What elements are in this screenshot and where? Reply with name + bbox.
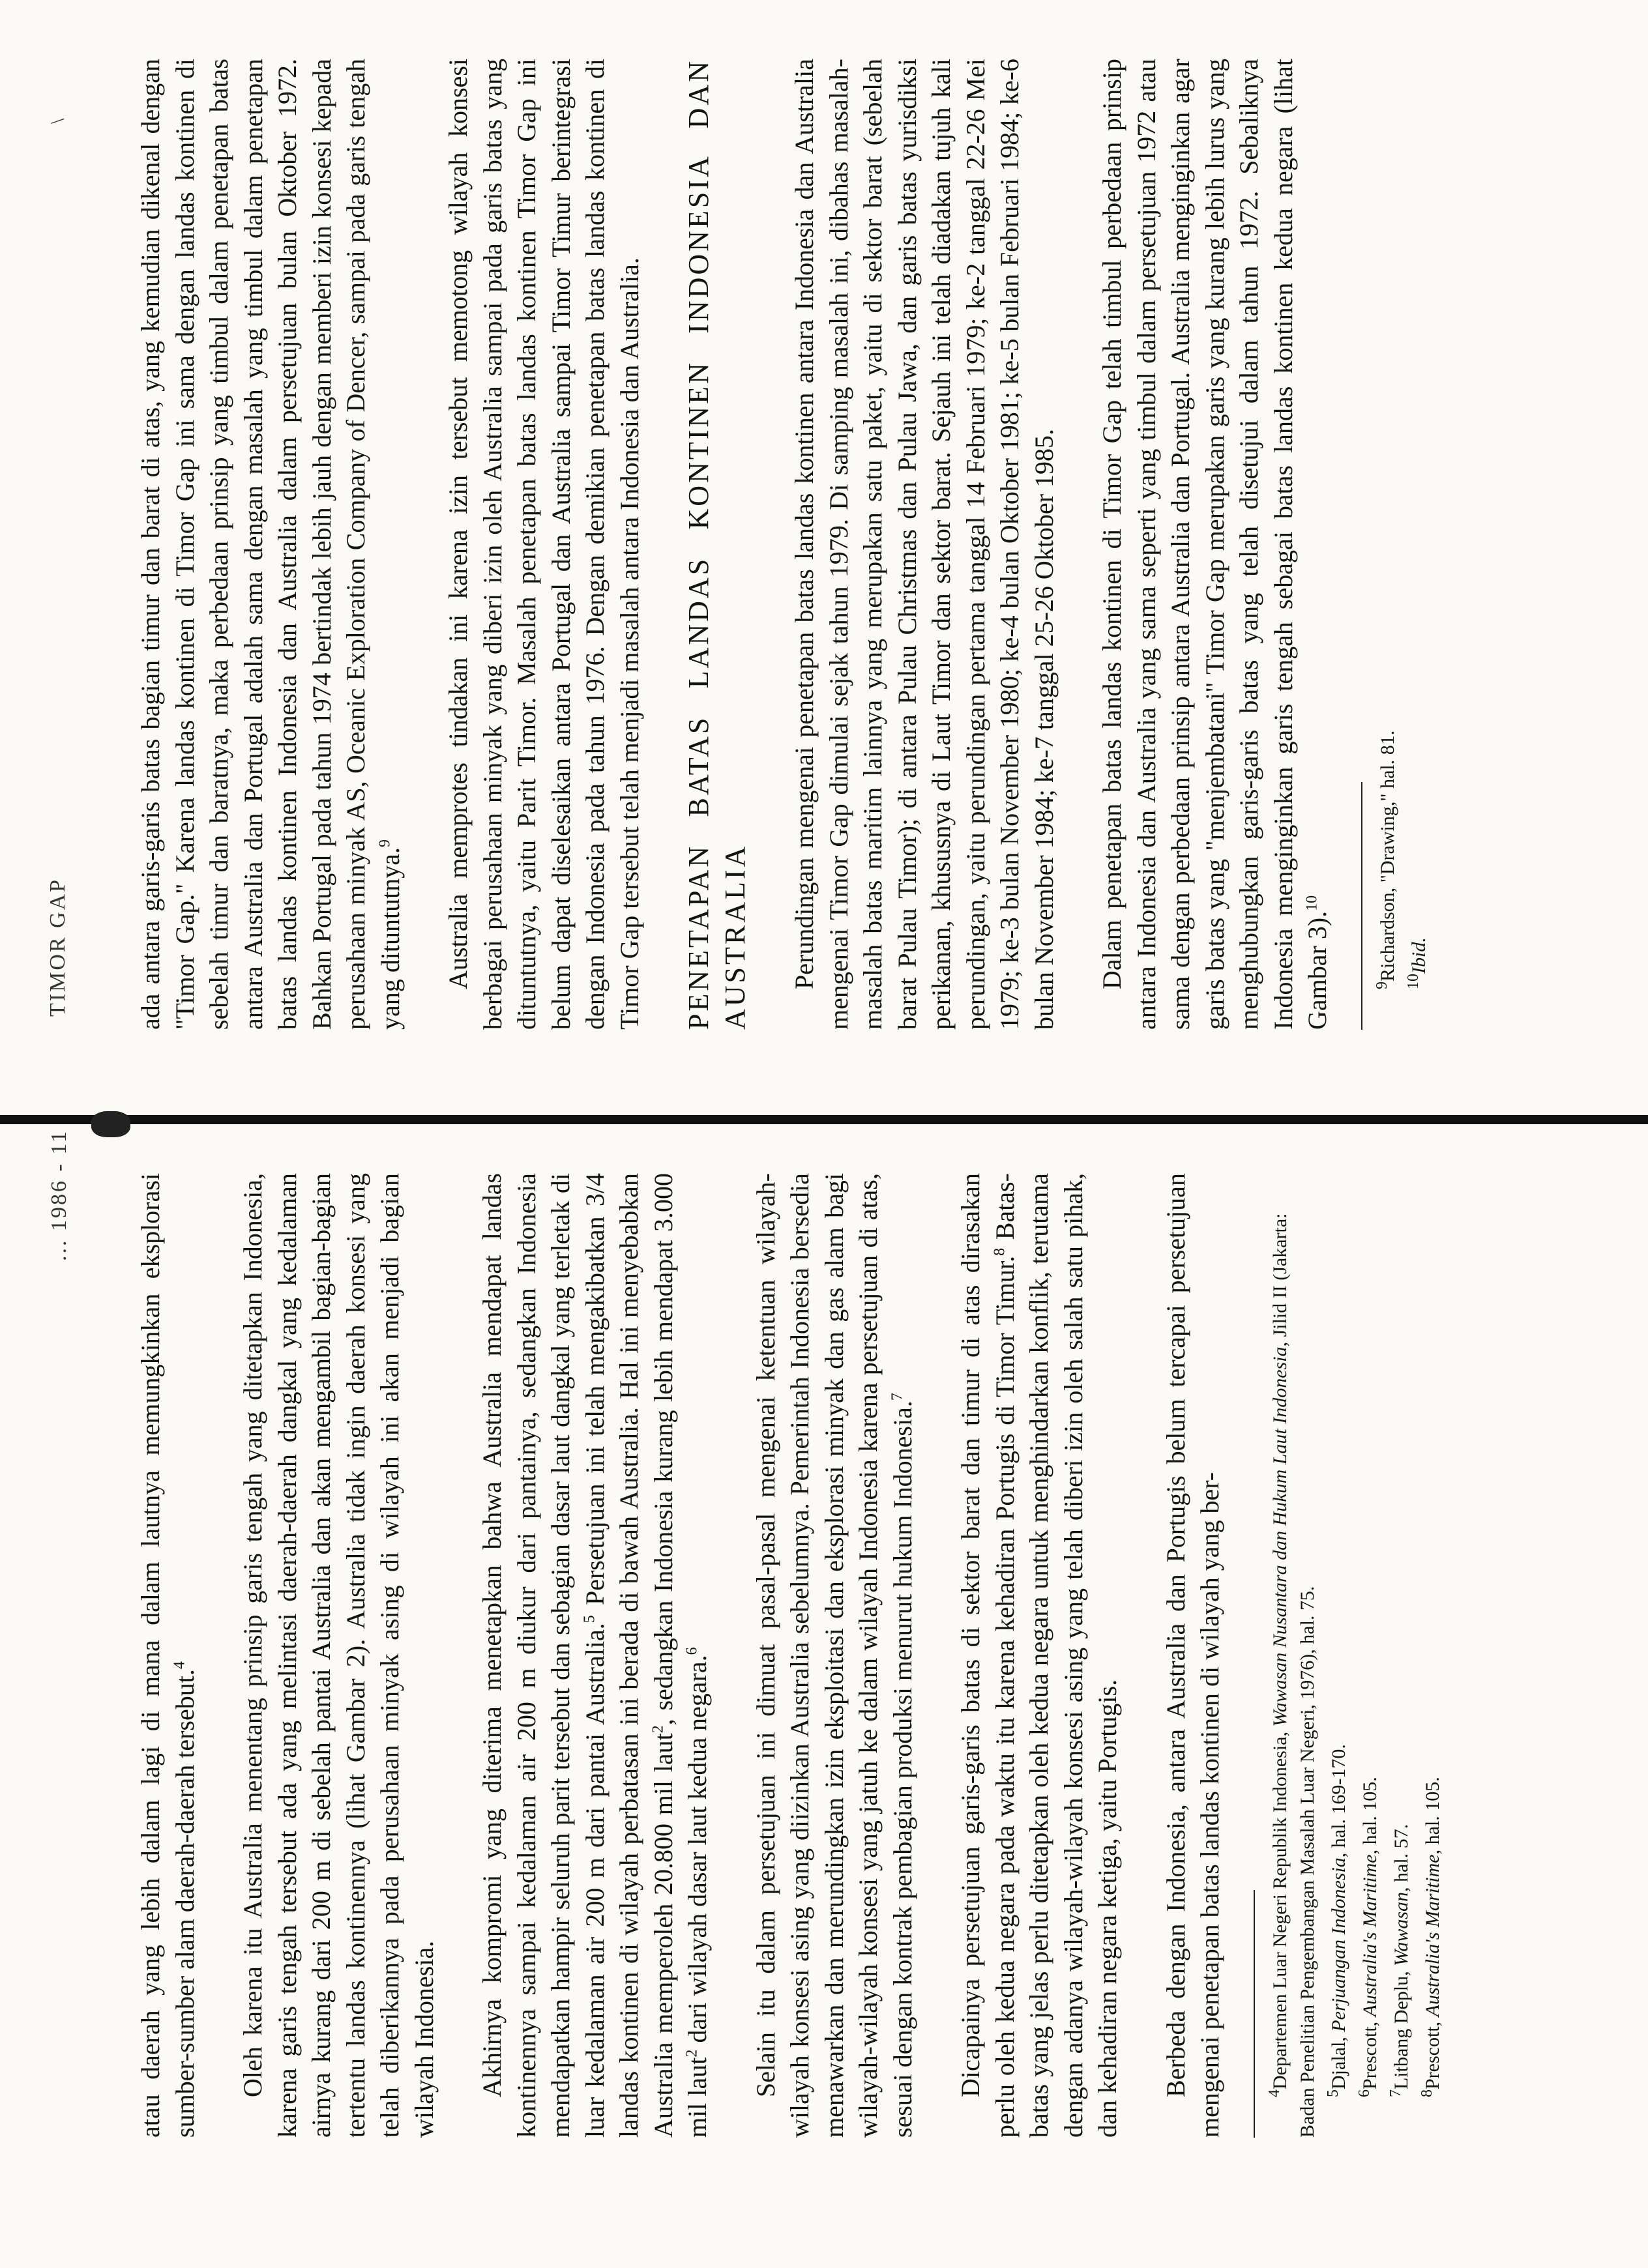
paragraph: Akhirnya kompromi yang diterima menetapkan bahwa Australia mendapat landas kontinennya sampai kedalaman air 200 m diukur dari pantainya, sedangkan Indonesia mendapatkan hampir seluruh parit tersebut dan sebagian dasar laut dangkal yang terletak di luar kedalaman air 200 m dari pantai Australia.$^5$ Persetujuan ini telah mengakibatkan 3/4 landas kontinen di wilayah perbatasan ini berada di bawah Australia. Hal ini menyebabkan Australia memperoleh 20.800 mil laut$^2$, sedangkan Indonesia kurang lebih mendapat 3.000 mil laut$^2$ dari wilayah dasar laut kedua negara.$^6$ [477,1173,712,2138]
paragraph: ada antara garis-garis batas bagian timur dan barat di atas, yang kemudian dikenal dengan "Timor Gap." Karena landas kontinen di Timor Gap ini sama dengan landas kontinen di sebelah timur dan baratnya, maka perbedaan prinsip yang timbul dalam penetapan batas antara Australia dan Portugal adalah sama dengan masalah yang timbul dalam penetapan batas landas kontinen Indonesia dan Australia dalam persetujuan bulan Oktober 1972. Bahkan Portugal pada tahun 1974 bertindak lebih jauh dengan memberi izin konsesi kepada perusahaan minyak AS, Oceanic Exploration Company of Dencer, sampai pada garis tengah yang dituntutnya.$^9$ [136,59,405,1030]
paragraph: Berbeda dengan Indonesia, antara Australia dan Portugis belum tercapai persetujuan mengenai penetapan batas landas kontinen di wilayah yang ber- [1160,1173,1224,2138]
footnote: $^4$Departemen Luar Negeri Republik Indonesia, Wawasan Nusantara dan Hukum Laut Indonesia, Jilid II (Jakarta: Badan Penelitian Pengembangan Masalah Luar Negeri, 1976), hal. 75. [1265,1213,1318,2138]
right-page-column [134,59,1437,1030]
paragraph: Selain itu dalam persetujuan ini dimuat pasal-pasal mengenai ketentuan wilayah-wilayah konsesi asing yang diizinkan Australia sebelumnya. Pemerintah Indonesia bersedia menawarkan dan merundingkan izin eksploitasi dan eksplorasi minyak dan gas alam bagi wilayah-wilayah konsesi yang jatuh ke dalam wilayah Indonesia karena persetujuan di atas, sesuai dengan kontrak pembagian produksi menurut hukum Indonesia.$^7$ [750,1173,917,2138]
footnote: $^7$Litbang Deplu, Wawasan, hal. 57. [1387,1824,1412,2097]
footnote: $^6$Prescott, Australia's Maritime, hal. 105. [1355,1777,1381,2097]
footnote-separator [1361,782,1362,1030]
section-heading: PENETAPAN BATAS LANDAS KONTINEN INDONESIA DAN AUSTRALIA [683,59,751,1030]
paragraph: Oleh karena itu Australia menentang prinsip garis tengah yang ditetapkan Indonesia, karena garis tengah tersebut ada yang melintasi daerah-daerah dangkal yang kedalaman airnya kurang dari 200 m di sebelah pantai Australia dan akan mengambil bagian-bagian tertentu landas kontinennya (lihat Gambar 2). Australia tidak ingin daerah konsesi yang telah diberikannya pada perusahaan minyak asing di wilayah ini akan menjadi bagian wilayah Indonesia. [238,1173,439,2138]
paragraph: atau daerah yang lebih dalam lagi di mana dalam lautnya memungkinkan eksplorasi sumber-sumber alam daerah-daerah tersebut.$^4$ [136,1173,199,2138]
book-spine-shadow [0,1115,1648,1124]
left-page-column [134,1173,1450,2138]
corner-mark: \ [47,116,68,124]
footnote: $^8$Prescott, Australia's Maritime, hal. 105. [1418,1777,1443,2097]
paragraph: Dalam penetapan batas landas kontinen di Timor Gap telah timbul perbedaan prinsip antara Indonesia dan Australia yang sama seperti yang timbul dalam persetujuan 1972 atau sama dengan perbedaan prinsip antara Australia dan Portugal. Australia menginginkan agar garis batas yang "menjembatani" Timor Gap merupakan garis yang kurang lebih lurus yang menghubungkan garis-garis batas yang telah disetujui dalam tahun 1972. Sebaliknya Indonesia menginginkan garis tengah sebagai batas landas kontinen kedua negara (lihat Gambar 3).$^{10}$ [1097,59,1332,1030]
running-head-left: ... 1986 - 11 [47,1129,71,1261]
footnote-separator [1254,1890,1255,2138]
running-head-right: TIMOR GAP [46,877,70,1017]
spine-ink-blot [91,1111,130,1137]
paragraph: Australia memprotes tindakan ini karena izin tersebut memotong wilayah konsesi berbagai perusahaan minyak yang diberi izin oleh Australia sampai pada garis batas yang dituntutnya, yaitu Parit Timor. Masalah penetapan batas landas kontinen Timor Gap ini belum dapat diselesaikan antara Portugal dan Australia sampai Timor Timur berintegrasi dengan Indonesia pada tahun 1976. Dengan demikian penetapan batas landas kontinen di Timor Gap tersebut telah menjadi masalah antara Indonesia dan Australia. [443,59,644,1030]
footnote: $^{10}$Ibid. [1404,937,1430,989]
paragraph: Perundingan mengenai penetapan batas landas kontinen antara Indonesia dan Australia mengenai Timor Gap dimulai sejak tahun 1979. Di samping masalah ini, dibahas masalah-masalah batas maritim lainnya yang merupakan satu paket, yaitu di sektor barat (sebelah barat Pulau Timor); di antara Pulau Christmas dan Pulau Jawa, dan garis batas yurisdiksi perikanan, khususnya di Laut Timor dan sektor barat. Sejauh ini telah diadakan tujuh kali perundingan, yaitu perundingan pertama tanggal 14 Februari 1979; ke-2 tanggal 22-26 Mei 1979; ke-3 bulan November 1980; ke-4 bulan Oktober 1981; ke-5 bulan Februari 1984; ke-6 bulan November 1984; ke-7 tanggal 25-26 Oktober 1985. [789,59,1059,1030]
footnote: $^5$Djalal, Perjuangan Indonesia, hal. 169-170. [1324,1744,1349,2097]
paragraph: Dicapainya persetujuan garis-garis batas di sektor barat dan timur di atas dirasakan perlu oleh kedua negara pada waktu itu karena kehadiran Portugis di Timor Timur.$^8$ Batas-batas yang jelas perlu ditetapkan oleh kedua negara untuk menghindarkan konflik, terutama dengan adanya wilayah-wilayah konsesi asing yang telah diberi izin oleh salah satu pihak, dan kehadiran negara ketiga, yaitu Portugis. [956,1173,1122,2138]
footnote: $^9$Richardson, "Drawing," hal. 81. [1373,730,1398,989]
